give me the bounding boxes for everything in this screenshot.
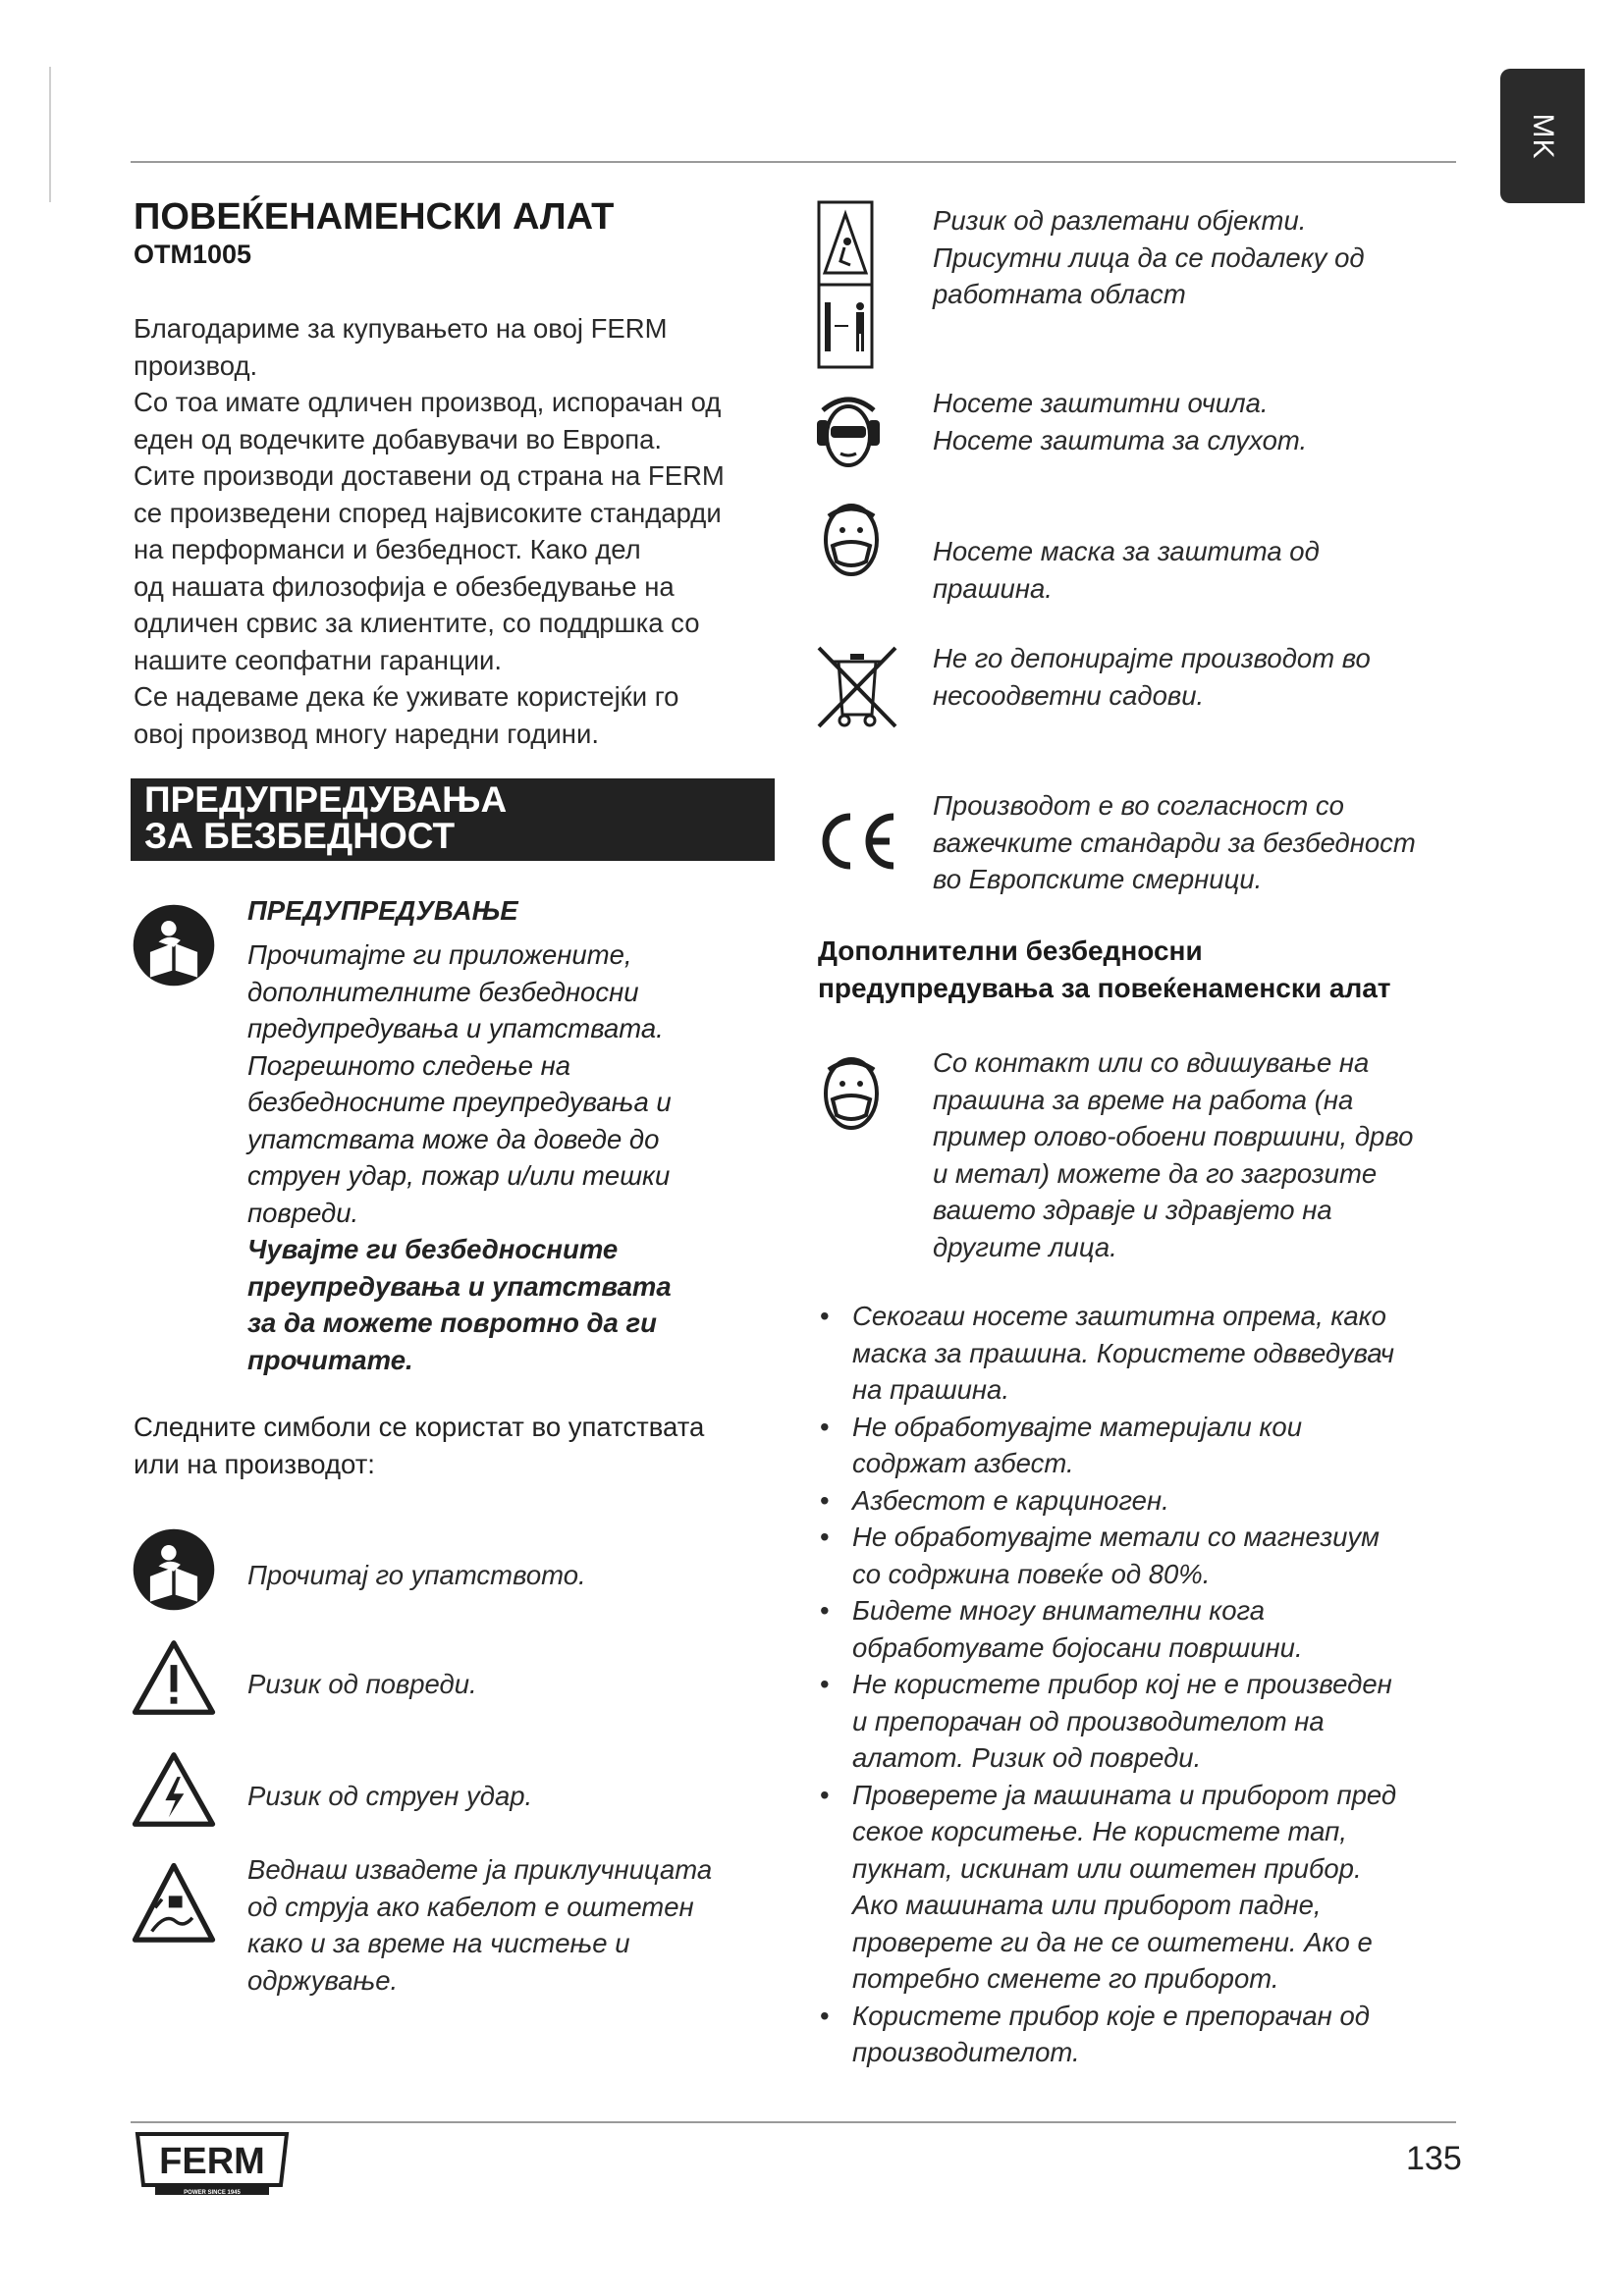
logo-tagline: POWER SINCE 1945 <box>184 2190 241 2195</box>
unplug-cable-icon <box>132 1861 216 1948</box>
injury-risk-icon <box>132 1639 216 1716</box>
warning-heading: ПРЕДУПРЕДУВАЊЕ <box>247 895 518 926</box>
read-manual-icon <box>132 903 216 988</box>
list-item: • Бидете многу внимателни кога обработувате бојосани површини. <box>818 1592 1466 1666</box>
symbol-label: Ризик од разлетани објекти. Присутни лица да се подалеку од работната област <box>933 205 1365 309</box>
flying-objects-icon <box>817 200 874 369</box>
list-item: • Азбестот е карциноген. <box>818 1482 1466 1520</box>
symbol-label: Носете маска за заштита од прашина. <box>933 536 1320 604</box>
binding-margin-line <box>49 67 51 202</box>
list-item: • Не обработувајте материјали кои содржат азбест. <box>818 1409 1466 1482</box>
warning-text: Прочитајте ги приложените, дополнителните безбедносни предупредувања и упатствата. Погрешното следење на безбедносните преупредувања и упатствата може да доведе до струен удар, пожар и/или тешки повреди. Чувајте ги безбедносните преупредувања и упатствата за да можете повротно да ги прочитате. <box>247 939 672 1375</box>
list-item: • Не обработувајте метали со магнезиум со содржина повеќе од 80%. <box>818 1519 1466 1592</box>
symbol-label: Носете заштитни очила. Носете заштита за слухот. <box>933 388 1308 455</box>
model-number: OTM1005 <box>134 240 252 269</box>
safety-warnings-banner: ПРЕДУПРЕДУВАЊА ЗА БЕЗБЕДНОСТ <box>131 778 775 861</box>
dust-note: Со контакт или со вдишување на прашина за време на работа (на пример олово-обоени површини, дрво и метал) можете да го загрозите вашето здравје и здравјето на другите лица. <box>933 1047 1414 1262</box>
list-item: • Користете прибор које е препорачан од производителот. <box>818 1998 1466 2071</box>
symbol-label: Ризик од повреди. <box>247 1669 477 1699</box>
symbol-label: Веднаш извадете ја приклучницата од струја ако кабелот е оштетен како и за време на чистење и одржување. <box>247 1854 713 1996</box>
list-item: • Не користете прибор кој не е произведен и препорачан од производителот на алатот. Ризик од повреди. <box>818 1666 1466 1777</box>
additional-safety-heading: Дополнителни безбедносни предупредувања за повеќенаменски алат <box>818 935 1391 1003</box>
language-tab: MK <box>1500 69 1585 203</box>
safety-bullet-list <box>818 1298 1466 2071</box>
ce-mark-icon <box>815 811 897 872</box>
list-item: • Проверете ја машината и приборот пред секое корситење. Не користете тап, пукнат, искинат или оштетен прибор. Ако машината или приборот падне, проверете ги да не се оштетени. Ако е потребно сменете го приборот. <box>818 1777 1466 1998</box>
dust-mask-icon <box>821 501 882 579</box>
page-title: ПОВЕЌЕНАМЕНСКИ АЛАТ <box>134 196 615 238</box>
symbol-label: Ризик од струен удар. <box>247 1781 533 1811</box>
header-rule <box>131 161 1456 163</box>
electric-shock-icon <box>132 1751 216 1828</box>
intro-paragraph: Благодариме за купувањето на овој FERM производ. Со тоа имате одличен производ, испорачан од еден од водечките добавувачи во Европа. Сите производи доставени од страна на FERM се произведени според највисоките стандарди на перформанси и безбедност. Како дел од нашата филозофија е обезбедување на одличен срвис за клиентите, со поддршка со нашите сеопфатни гаранции. Се надеваме дека ќе уживате користејќи го овој производ многу наредни години. <box>134 313 725 749</box>
dust-mask-icon <box>821 1048 882 1139</box>
ferm-logo <box>134 2130 291 2195</box>
symbols-intro: Следните симболи се користат во упатствата или на производот: <box>134 1412 705 1479</box>
goggles-ear-protection-icon <box>815 393 882 475</box>
symbol-label: Прочитај го упатството. <box>247 1560 586 1590</box>
footer-rule <box>131 2121 1456 2123</box>
symbol-label: Производот е во согласност со важечките стандарди за безбедност во Европските смерници. <box>933 790 1416 894</box>
page-number: 135 <box>1406 2140 1462 2177</box>
symbol-label: Не го депонирајте производот во несоодветни садови. <box>933 643 1371 711</box>
weee-bin-icon <box>815 644 899 730</box>
logo-brand: FERM <box>159 2141 265 2182</box>
list-item: • Секогаш носете заштитна опрема, како маска за прашина. Користете одвведувач на прашина. <box>818 1298 1466 1409</box>
read-manual-icon <box>132 1527 216 1612</box>
